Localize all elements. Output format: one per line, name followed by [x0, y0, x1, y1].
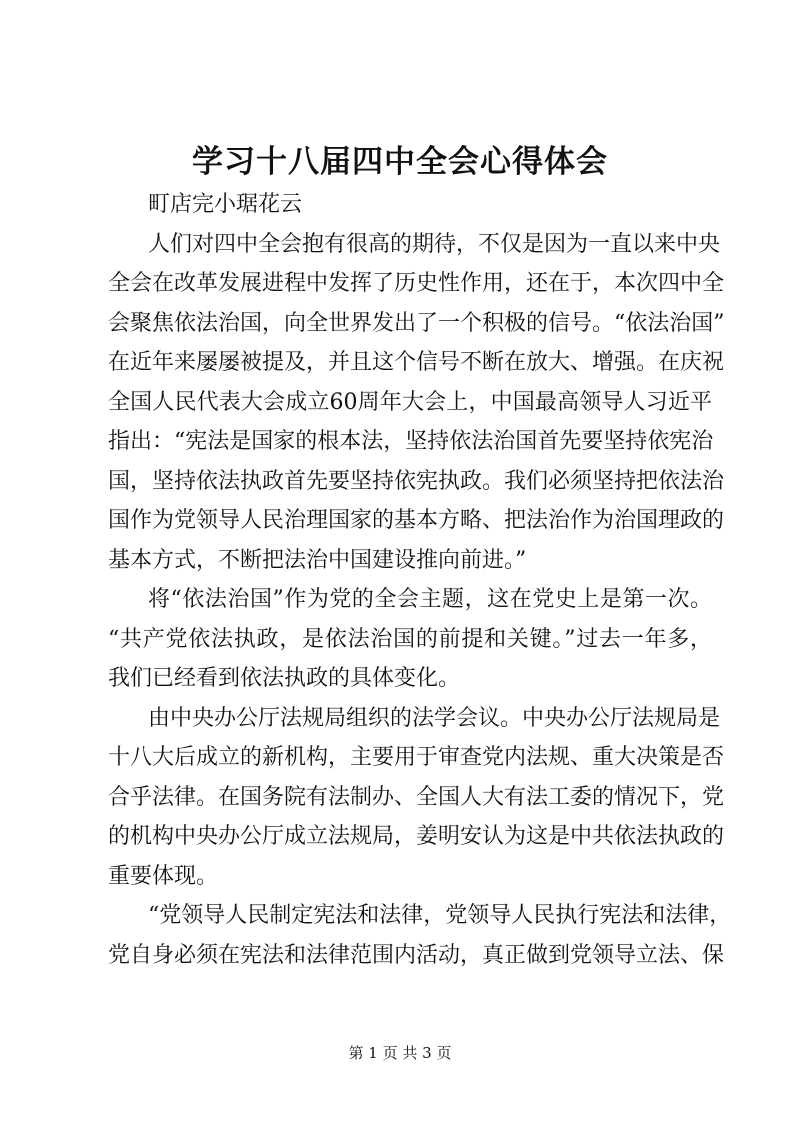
body-line: 国，坚持依法执政首先要坚持依宪执政。我们必须坚持把依法治: [108, 468, 725, 494]
page-footer: 第 1 页 共 3 页: [348, 1044, 452, 1062]
author-line: 町店完小琚花云: [148, 192, 303, 217]
body-line: “党领导人民制定宪法和法律，党领导人民执行宪法和法律，: [148, 903, 732, 928]
body-line: 十八大后成立的新机构，主要用于审查党内法规、重大决策是否: [108, 745, 725, 770]
body-line: 指出：“宪法是国家的根本法，坚持依法治国首先要坚持依宪治: [108, 429, 714, 454]
body-line: 在近年来屡屡被提及，并且这个信号不断在放大、增强。在庆祝: [108, 350, 725, 375]
document-body: [108, 185, 732, 975]
body-line: 由中央办公厅法规局组织的法学会议。中央办公厅法规局是: [148, 705, 721, 731]
body-line: 我们已经看到依法执政的具体变化。: [108, 666, 461, 691]
body-line: 基本方式，不断把法治中国建设推向前进。”: [108, 547, 527, 573]
body-line: 党自身必须在宪法和法律范围内活动，真正做到党领导立法、保: [108, 942, 725, 968]
document-title: 学习十八届四中全会心得体会: [192, 144, 608, 180]
body-line: 人们对四中全会抱有很高的期待，不仅是因为一直以来中央: [148, 231, 721, 257]
body-line: 会聚焦依法治国，向全世界发出了一个积极的信号。“依法治国”: [108, 310, 725, 336]
body-line: 国作为党领导人民治理国家的基本方略、把法治作为治国理政的: [108, 508, 725, 533]
body-line: 全会在改革发展进程中发挥了历史性作用，还在于，本次四中全: [108, 271, 725, 296]
body-line: 合乎法律。在国务院有法制办、全国人大有法工委的情况下，党: [108, 784, 725, 810]
body-line: 重要体现。: [108, 863, 219, 889]
body-line: “共产党依法执政，是依法治国的前提和关键。”过去一年多，: [108, 626, 712, 652]
body-line: 将“依法治国”作为党的全会主题，这在党史上是第一次。: [148, 587, 712, 612]
body-line: 的机构中央办公厅成立法规局，姜明安认为这是中共依法执政的: [108, 824, 725, 849]
body-line: 全国人民代表大会成立60周年大会上，中国最高领导人习近平: [108, 389, 712, 415]
